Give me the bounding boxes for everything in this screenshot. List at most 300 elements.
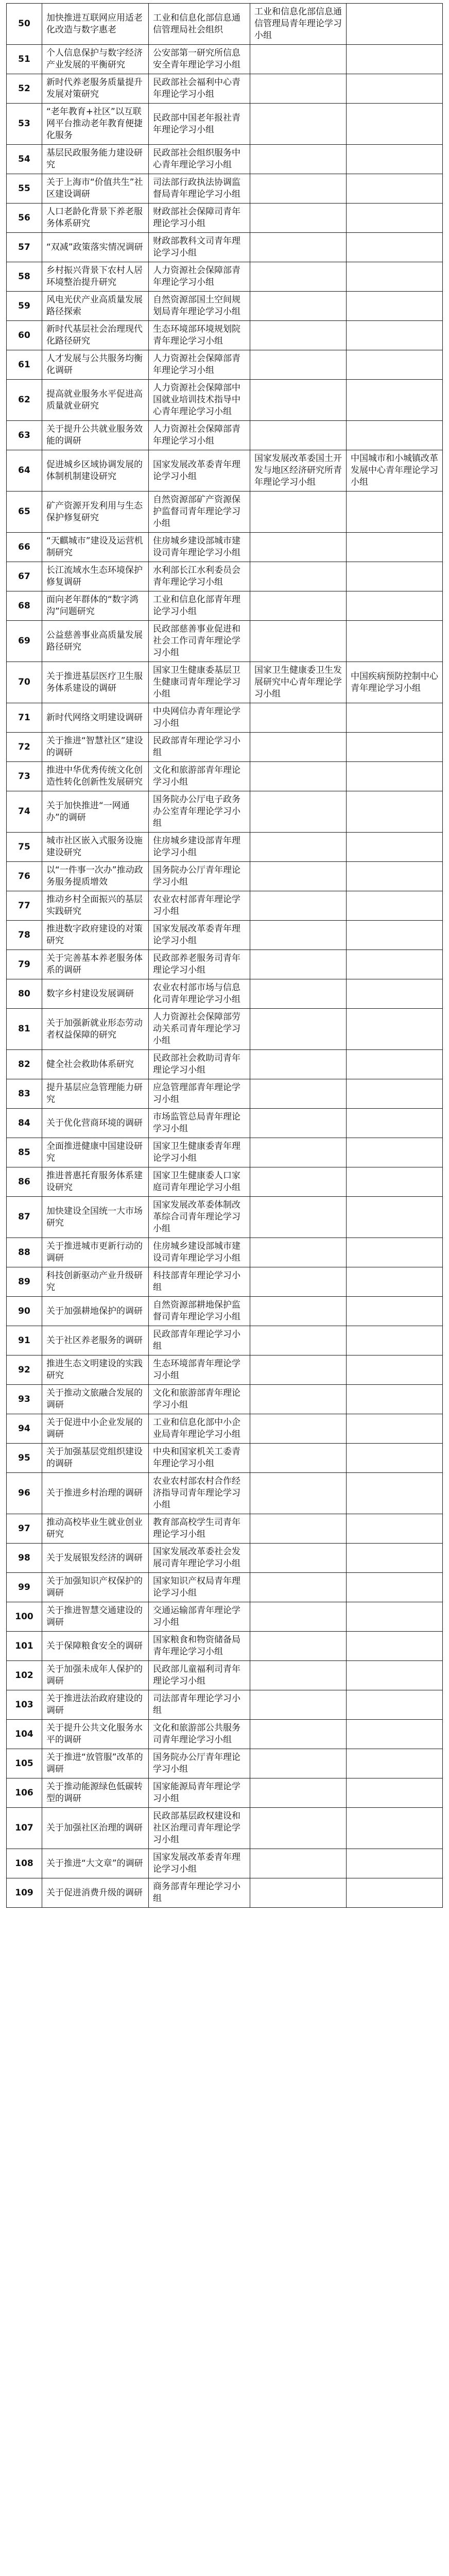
project-title: “天麒城市”建设及运营机制研究 [42, 533, 149, 562]
row-number: 73 [7, 762, 42, 791]
table-row [7, 1267, 443, 1297]
row-number: 65 [7, 492, 42, 533]
lead-unit: 国家发展改革委社会发展司青年理论学习小组 [149, 1544, 250, 1573]
project-title: 关于提升公共就业服务效能的调研 [42, 421, 149, 450]
project-title: 关于加强基层党组织建设的调研 [42, 1444, 149, 1473]
row-number: 58 [7, 262, 42, 292]
table-row [7, 1444, 443, 1473]
table-row [7, 145, 443, 174]
partner-unit [250, 350, 347, 380]
partner-unit-2 [347, 1326, 443, 1355]
project-title: 推动乡村全面振兴的基层实践研究 [42, 891, 149, 921]
row-number: 85 [7, 1138, 42, 1167]
table-row [7, 1514, 443, 1544]
row-number: 60 [7, 321, 42, 350]
row-number: 70 [7, 662, 42, 703]
table-row [7, 591, 443, 621]
table-row [7, 862, 443, 891]
partner-unit [250, 1079, 347, 1109]
lead-unit: 工业和信息化部青年理论学习小组 [149, 591, 250, 621]
project-title: 面向老年群体的“数字鸿沟”问题研究 [42, 591, 149, 621]
project-title: 人才发展与公共服务均衡化调研 [42, 350, 149, 380]
row-number: 54 [7, 145, 42, 174]
row-number: 71 [7, 703, 42, 733]
project-title: 数字乡村建设发展调研 [42, 979, 149, 1009]
partner-unit [250, 1109, 347, 1138]
project-title: 关于推进“放管服”改革的调研 [42, 1749, 149, 1778]
partner-unit [250, 562, 347, 591]
lead-unit: 民政部社会福利中心青年理论学习小组 [149, 74, 250, 104]
partner-unit-2 [347, 1661, 443, 1690]
project-title: 城市社区嵌入式服务设施建设研究 [42, 833, 149, 862]
lead-unit: 民政部养老服务司青年理论学习小组 [149, 950, 250, 979]
project-title: 推进数字政府建设的对策研究 [42, 921, 149, 950]
partner-unit-2 [347, 762, 443, 791]
row-number: 103 [7, 1690, 42, 1720]
table-row [7, 350, 443, 380]
partner-unit-2 [347, 1690, 443, 1720]
row-number: 101 [7, 1632, 42, 1661]
project-title: 促进城乡区域协调发展的体制机制建设研究 [42, 450, 149, 492]
table-row [7, 262, 443, 292]
row-number: 67 [7, 562, 42, 591]
row-number: 91 [7, 1326, 42, 1355]
table-row [7, 380, 443, 421]
project-title: “双减”政策落实情况调研 [42, 233, 149, 262]
lead-unit: 国务院办公厅青年理论学习小组 [149, 862, 250, 891]
row-number: 99 [7, 1573, 42, 1602]
partner-unit [250, 204, 347, 233]
partner-unit-2 [347, 74, 443, 104]
lead-unit: 国务院办公厅电子政务办公室青年理论学习小组 [149, 791, 250, 833]
row-number: 77 [7, 891, 42, 921]
partner-unit [250, 1808, 347, 1849]
project-title: 风电光伏产业高质量发展路径探索 [42, 292, 149, 321]
partner-unit: 工业和信息化部信息通信管理局青年理论学习小组 [250, 4, 347, 45]
partner-unit-2 [347, 733, 443, 762]
partner-unit [250, 950, 347, 979]
lead-unit: 农业农村部青年理论学习小组 [149, 891, 250, 921]
table-row [7, 1414, 443, 1444]
row-number: 87 [7, 1197, 42, 1238]
partner-unit-2 [347, 262, 443, 292]
table-row [7, 1690, 443, 1720]
row-number: 63 [7, 421, 42, 450]
row-number: 82 [7, 1050, 42, 1079]
partner-unit [250, 1573, 347, 1602]
lead-unit: 应急管理部青年理论学习小组 [149, 1079, 250, 1109]
project-title: 关于加强知识产权保护的调研 [42, 1573, 149, 1602]
row-number: 75 [7, 833, 42, 862]
lead-unit: 农业农村部农村合作经济指导司青年理论学习小组 [149, 1473, 250, 1514]
partner-unit [250, 45, 347, 74]
lead-unit: 财政部教科文司青年理论学习小组 [149, 233, 250, 262]
partner-unit-2 [347, 1009, 443, 1050]
partner-unit [250, 1749, 347, 1778]
partner-unit-2 [347, 1573, 443, 1602]
lead-unit: 工业和信息化部中小企业局青年理论学习小组 [149, 1414, 250, 1444]
project-title: 关于加强耕地保护的调研 [42, 1297, 149, 1326]
row-number: 55 [7, 174, 42, 204]
table-row [7, 1602, 443, 1632]
partner-unit [250, 703, 347, 733]
table-row [7, 1385, 443, 1414]
partner-unit: 国家发展改革委国土开发与地区经济研究所青年理论学习小组 [250, 450, 347, 492]
lead-unit: 文化和旅游部公共服务司青年理论学习小组 [149, 1720, 250, 1749]
table-row [7, 104, 443, 145]
row-number: 51 [7, 45, 42, 74]
partner-unit [250, 1632, 347, 1661]
partner-unit [250, 533, 347, 562]
project-title: 关于推动能源绿色低碳转型的调研 [42, 1778, 149, 1808]
project-title: 公益慈善事业高质量发展路径研究 [42, 621, 149, 662]
table-row [7, 74, 443, 104]
lead-unit: 民政部儿童福利司青年理论学习小组 [149, 1661, 250, 1690]
lead-unit: 住房城乡建设部城市建设司青年理论学习小组 [149, 1238, 250, 1267]
partner-unit [250, 1444, 347, 1473]
row-number: 95 [7, 1444, 42, 1473]
partner-unit-2 [347, 1414, 443, 1444]
partner-unit-2 [347, 891, 443, 921]
partner-unit [250, 1661, 347, 1690]
project-title: 关于推进“大文章”的调研 [42, 1849, 149, 1878]
project-title: 关于加快推进“一网通办”的调研 [42, 791, 149, 833]
lead-unit: 国家发展改革委青年理论学习小组 [149, 921, 250, 950]
row-number: 64 [7, 450, 42, 492]
table-row [7, 1573, 443, 1602]
partner-unit [250, 621, 347, 662]
partner-unit [250, 1544, 347, 1573]
row-number: 53 [7, 104, 42, 145]
lead-unit: 工业和信息化部信息通信管理局社会组织 [149, 4, 250, 45]
partner-unit-2 [347, 204, 443, 233]
partner-unit [250, 1167, 347, 1197]
partner-unit-2: 中国疾病预防控制中心青年理论学习小组 [347, 662, 443, 703]
partner-unit-2 [347, 979, 443, 1009]
row-number: 56 [7, 204, 42, 233]
lead-unit: 人力资源社会保障部青年理论学习小组 [149, 262, 250, 292]
partner-unit [250, 292, 347, 321]
row-number: 94 [7, 1414, 42, 1444]
project-title: 新时代养老服务质量提升发展对策研究 [42, 74, 149, 104]
partner-unit [250, 1878, 347, 1908]
row-number: 72 [7, 733, 42, 762]
project-title: 关于促进中小企业发展的调研 [42, 1414, 149, 1444]
lead-unit: 人力资源社会保障部中国就业培训技术指导中心青年理论学习小组 [149, 380, 250, 421]
table-row [7, 833, 443, 862]
lead-unit: 人力资源社会保障部劳动关系司青年理论学习小组 [149, 1009, 250, 1050]
partner-unit-2 [347, 145, 443, 174]
lead-unit: 文化和旅游部青年理论学习小组 [149, 1385, 250, 1414]
table-row [7, 1050, 443, 1079]
partner-unit-2 [347, 1297, 443, 1326]
project-title: 人口老龄化背景下养老服务体系研究 [42, 204, 149, 233]
partner-unit-2 [347, 1167, 443, 1197]
lead-unit: 民政部社会组织服务中心青年理论学习小组 [149, 145, 250, 174]
table-row [7, 791, 443, 833]
project-title: 关于完善基本养老服务体系的调研 [42, 950, 149, 979]
partner-unit [250, 1050, 347, 1079]
partner-unit-2 [347, 1602, 443, 1632]
partner-unit [250, 862, 347, 891]
partner-unit [250, 1009, 347, 1050]
table-row [7, 421, 443, 450]
project-title: 关于推进城市更新行动的调研 [42, 1238, 149, 1267]
lead-unit: 国家发展改革委青年理论学习小组 [149, 1849, 250, 1878]
table-row [7, 1197, 443, 1238]
row-number: 105 [7, 1749, 42, 1778]
lead-unit: 国家发展改革委体制改革综合司青年理论学习小组 [149, 1197, 250, 1238]
lead-unit: 国家发展改革委青年理论学习小组 [149, 450, 250, 492]
lead-unit: 交通运输部青年理论学习小组 [149, 1602, 250, 1632]
partner-unit [250, 1414, 347, 1444]
project-title: 关于促进消费升级的调研 [42, 1878, 149, 1908]
row-number: 68 [7, 591, 42, 621]
row-number: 93 [7, 1385, 42, 1414]
lead-unit: 住房城乡建设部青年理论学习小组 [149, 833, 250, 862]
project-title: 个人信息保护与数字经济产业发展的平衡研究 [42, 45, 149, 74]
row-number: 106 [7, 1778, 42, 1808]
lead-unit: 国家知识产权局青年理论学习小组 [149, 1573, 250, 1602]
row-number: 96 [7, 1473, 42, 1514]
table-row [7, 1009, 443, 1050]
table-row [7, 1297, 443, 1326]
project-title: 关于上海市“价值共生”社区建设调研 [42, 174, 149, 204]
row-number: 76 [7, 862, 42, 891]
partner-unit-2 [347, 321, 443, 350]
lead-unit: 民政部社会救助司青年理论学习小组 [149, 1050, 250, 1079]
table-row [7, 174, 443, 204]
lead-unit: 司法部行政执法协调监督局青年理论学习小组 [149, 174, 250, 204]
lead-unit: 人力资源社会保障部青年理论学习小组 [149, 350, 250, 380]
table-row [7, 1544, 443, 1573]
row-number: 69 [7, 621, 42, 662]
partner-unit-2 [347, 533, 443, 562]
row-number: 83 [7, 1079, 42, 1109]
lead-unit: 公安部第一研究所信息安全青年理论学习小组 [149, 45, 250, 74]
project-title: 关于推进“智慧社区”建设的调研 [42, 733, 149, 762]
partner-unit [250, 921, 347, 950]
project-title: 关于优化营商环境的调研 [42, 1109, 149, 1138]
project-title: 推动高校毕业生就业创业研究 [42, 1514, 149, 1544]
project-title: 提高就业服务水平促进高质量就业研究 [42, 380, 149, 421]
partner-unit-2 [347, 1079, 443, 1109]
project-title: 关于推进法治政府建设的调研 [42, 1690, 149, 1720]
project-title: 关于推进乡村治理的调研 [42, 1473, 149, 1514]
row-number: 78 [7, 921, 42, 950]
partner-unit [250, 733, 347, 762]
partner-unit-2 [347, 562, 443, 591]
partner-unit [250, 1238, 347, 1267]
partner-unit-2 [347, 833, 443, 862]
row-number: 66 [7, 533, 42, 562]
table-row [7, 1167, 443, 1197]
project-title: 推进普惠托育服务体系建设研究 [42, 1167, 149, 1197]
partner-unit [250, 233, 347, 262]
partner-unit-2 [347, 1849, 443, 1878]
project-title: 关于推进智慧交通建设的调研 [42, 1602, 149, 1632]
table-row [7, 4, 443, 45]
lead-unit: 科技部青年理论学习小组 [149, 1267, 250, 1297]
row-number: 109 [7, 1878, 42, 1908]
row-number: 79 [7, 950, 42, 979]
project-title: 关于加强新就业形态劳动者权益保障的研究 [42, 1009, 149, 1050]
partner-unit [250, 1849, 347, 1878]
project-title: 关于加强未成年人保护的调研 [42, 1661, 149, 1690]
row-number: 61 [7, 350, 42, 380]
partner-unit-2 [347, 1514, 443, 1544]
project-title: 乡村振兴背景下农村人居环境整治提升研究 [42, 262, 149, 292]
partner-unit [250, 1138, 347, 1167]
table-row [7, 1661, 443, 1690]
table-row [7, 1749, 443, 1778]
partner-unit [250, 1297, 347, 1326]
row-number: 98 [7, 1544, 42, 1573]
row-number: 81 [7, 1009, 42, 1050]
row-number: 86 [7, 1167, 42, 1197]
partner-unit-2 [347, 1473, 443, 1514]
table-row [7, 703, 443, 733]
lead-unit: 商务部青年理论学习小组 [149, 1878, 250, 1908]
lead-unit: 市场监管总局青年理论学习小组 [149, 1109, 250, 1138]
partner-unit [250, 104, 347, 145]
row-number: 89 [7, 1267, 42, 1297]
lead-unit: 民政部慈善事业促进和社会工作司青年理论学习小组 [149, 621, 250, 662]
row-number: 74 [7, 791, 42, 833]
project-title: 关于发展银发经济的调研 [42, 1544, 149, 1573]
partner-unit-2 [347, 421, 443, 450]
project-title: 新时代网络文明建设调研 [42, 703, 149, 733]
table-row [7, 950, 443, 979]
partner-unit-2 [347, 862, 443, 891]
row-number: 57 [7, 233, 42, 262]
table-row [7, 45, 443, 74]
lead-unit: 中央和国家机关工委青年理论学习小组 [149, 1444, 250, 1473]
partner-unit-2 [347, 233, 443, 262]
lead-unit: 国家卫生健康委人口家庭司青年理论学习小组 [149, 1167, 250, 1197]
partner-unit [250, 1197, 347, 1238]
lead-unit: 住房城乡建设部城市建设司青年理论学习小组 [149, 533, 250, 562]
lead-unit: 民政部基层政权建设和社区治理司青年理论学习小组 [149, 1808, 250, 1849]
row-number: 62 [7, 380, 42, 421]
partner-unit [250, 321, 347, 350]
project-title: 全面推进健康中国建设研究 [42, 1138, 149, 1167]
table-row [7, 1079, 443, 1109]
table-row [7, 921, 443, 950]
table-row [7, 204, 443, 233]
lead-unit: 生态环境部环境规划院青年理论学习小组 [149, 321, 250, 350]
row-number: 104 [7, 1720, 42, 1749]
lead-unit: 民政部青年理论学习小组 [149, 733, 250, 762]
partner-unit-2 [347, 1544, 443, 1573]
table-row [7, 321, 443, 350]
table-row [7, 762, 443, 791]
table-row [7, 233, 443, 262]
partner-unit-2 [347, 380, 443, 421]
row-number: 107 [7, 1808, 42, 1849]
partner-unit [250, 1778, 347, 1808]
project-table-body [7, 4, 443, 1908]
project-title: 健全社会救助体系研究 [42, 1050, 149, 1079]
table-row [7, 891, 443, 921]
partner-unit-2 [347, 1138, 443, 1167]
partner-unit-2: 中国城市和小城镇改革发展中心青年理论学习小组 [347, 450, 443, 492]
project-table [6, 3, 443, 1908]
partner-unit [250, 979, 347, 1009]
partner-unit-2 [347, 1109, 443, 1138]
table-row [7, 450, 443, 492]
project-title: 长江流域水生态环境保护修复调研 [42, 562, 149, 591]
project-title: 关于推动文旅融合发展的调研 [42, 1385, 149, 1414]
table-row [7, 1808, 443, 1849]
partner-unit-2 [347, 1778, 443, 1808]
partner-unit-2 [347, 621, 443, 662]
partner-unit [250, 791, 347, 833]
row-number: 84 [7, 1109, 42, 1138]
table-row [7, 492, 443, 533]
table-row [7, 621, 443, 662]
table-row [7, 1238, 443, 1267]
row-number: 88 [7, 1238, 42, 1267]
row-number: 102 [7, 1661, 42, 1690]
partner-unit [250, 492, 347, 533]
partner-unit-2 [347, 791, 443, 833]
table-row [7, 733, 443, 762]
partner-unit [250, 380, 347, 421]
partner-unit-2 [347, 1267, 443, 1297]
project-title: 关于社区养老服务的调研 [42, 1326, 149, 1355]
lead-unit: 自然资源部国土空间规划局青年理论学习小组 [149, 292, 250, 321]
row-number: 50 [7, 4, 42, 45]
partner-unit [250, 145, 347, 174]
partner-unit-2 [347, 174, 443, 204]
partner-unit-2 [347, 104, 443, 145]
project-title: 基层民政服务能力建设研究 [42, 145, 149, 174]
table-row [7, 1355, 443, 1385]
partner-unit-2 [347, 1444, 443, 1473]
partner-unit-2 [347, 1238, 443, 1267]
lead-unit: 财政部社会保障司青年理论学习小组 [149, 204, 250, 233]
table-row [7, 533, 443, 562]
partner-unit [250, 833, 347, 862]
partner-unit-2 [347, 1720, 443, 1749]
table-row [7, 1720, 443, 1749]
partner-unit [250, 1720, 347, 1749]
table-row [7, 662, 443, 703]
project-title: 矿产资源开发利用与生态保护修复研究 [42, 492, 149, 533]
partner-unit [250, 1267, 347, 1297]
project-title: 推进中华优秀传统文化创造性转化创新性发展研究 [42, 762, 149, 791]
partner-unit [250, 762, 347, 791]
lead-unit: 教育部高校学生司青年理论学习小组 [149, 1514, 250, 1544]
row-number: 59 [7, 292, 42, 321]
project-title: 关于保障粮食安全的调研 [42, 1632, 149, 1661]
project-title: 关于推进基层医疗卫生服务体系建设的调研 [42, 662, 149, 703]
lead-unit: 水利部长江水利委员会青年理论学习小组 [149, 562, 250, 591]
partner-unit-2 [347, 350, 443, 380]
lead-unit: 自然资源部耕地保护监督司青年理论学习小组 [149, 1297, 250, 1326]
partner-unit [250, 421, 347, 450]
table-row [7, 1138, 443, 1167]
lead-unit: 国家粮食和物资储备局青年理论学习小组 [149, 1632, 250, 1661]
project-title: “老年教育+社区”以互联网平台推动老年教育便捷化服务 [42, 104, 149, 145]
row-number: 80 [7, 979, 42, 1009]
table-row [7, 1632, 443, 1661]
table-row [7, 1878, 443, 1908]
lead-unit: 文化和旅游部青年理论学习小组 [149, 762, 250, 791]
project-title: 提升基层应急管理能力研究 [42, 1079, 149, 1109]
project-title: 推进生态文明建设的实践研究 [42, 1355, 149, 1385]
